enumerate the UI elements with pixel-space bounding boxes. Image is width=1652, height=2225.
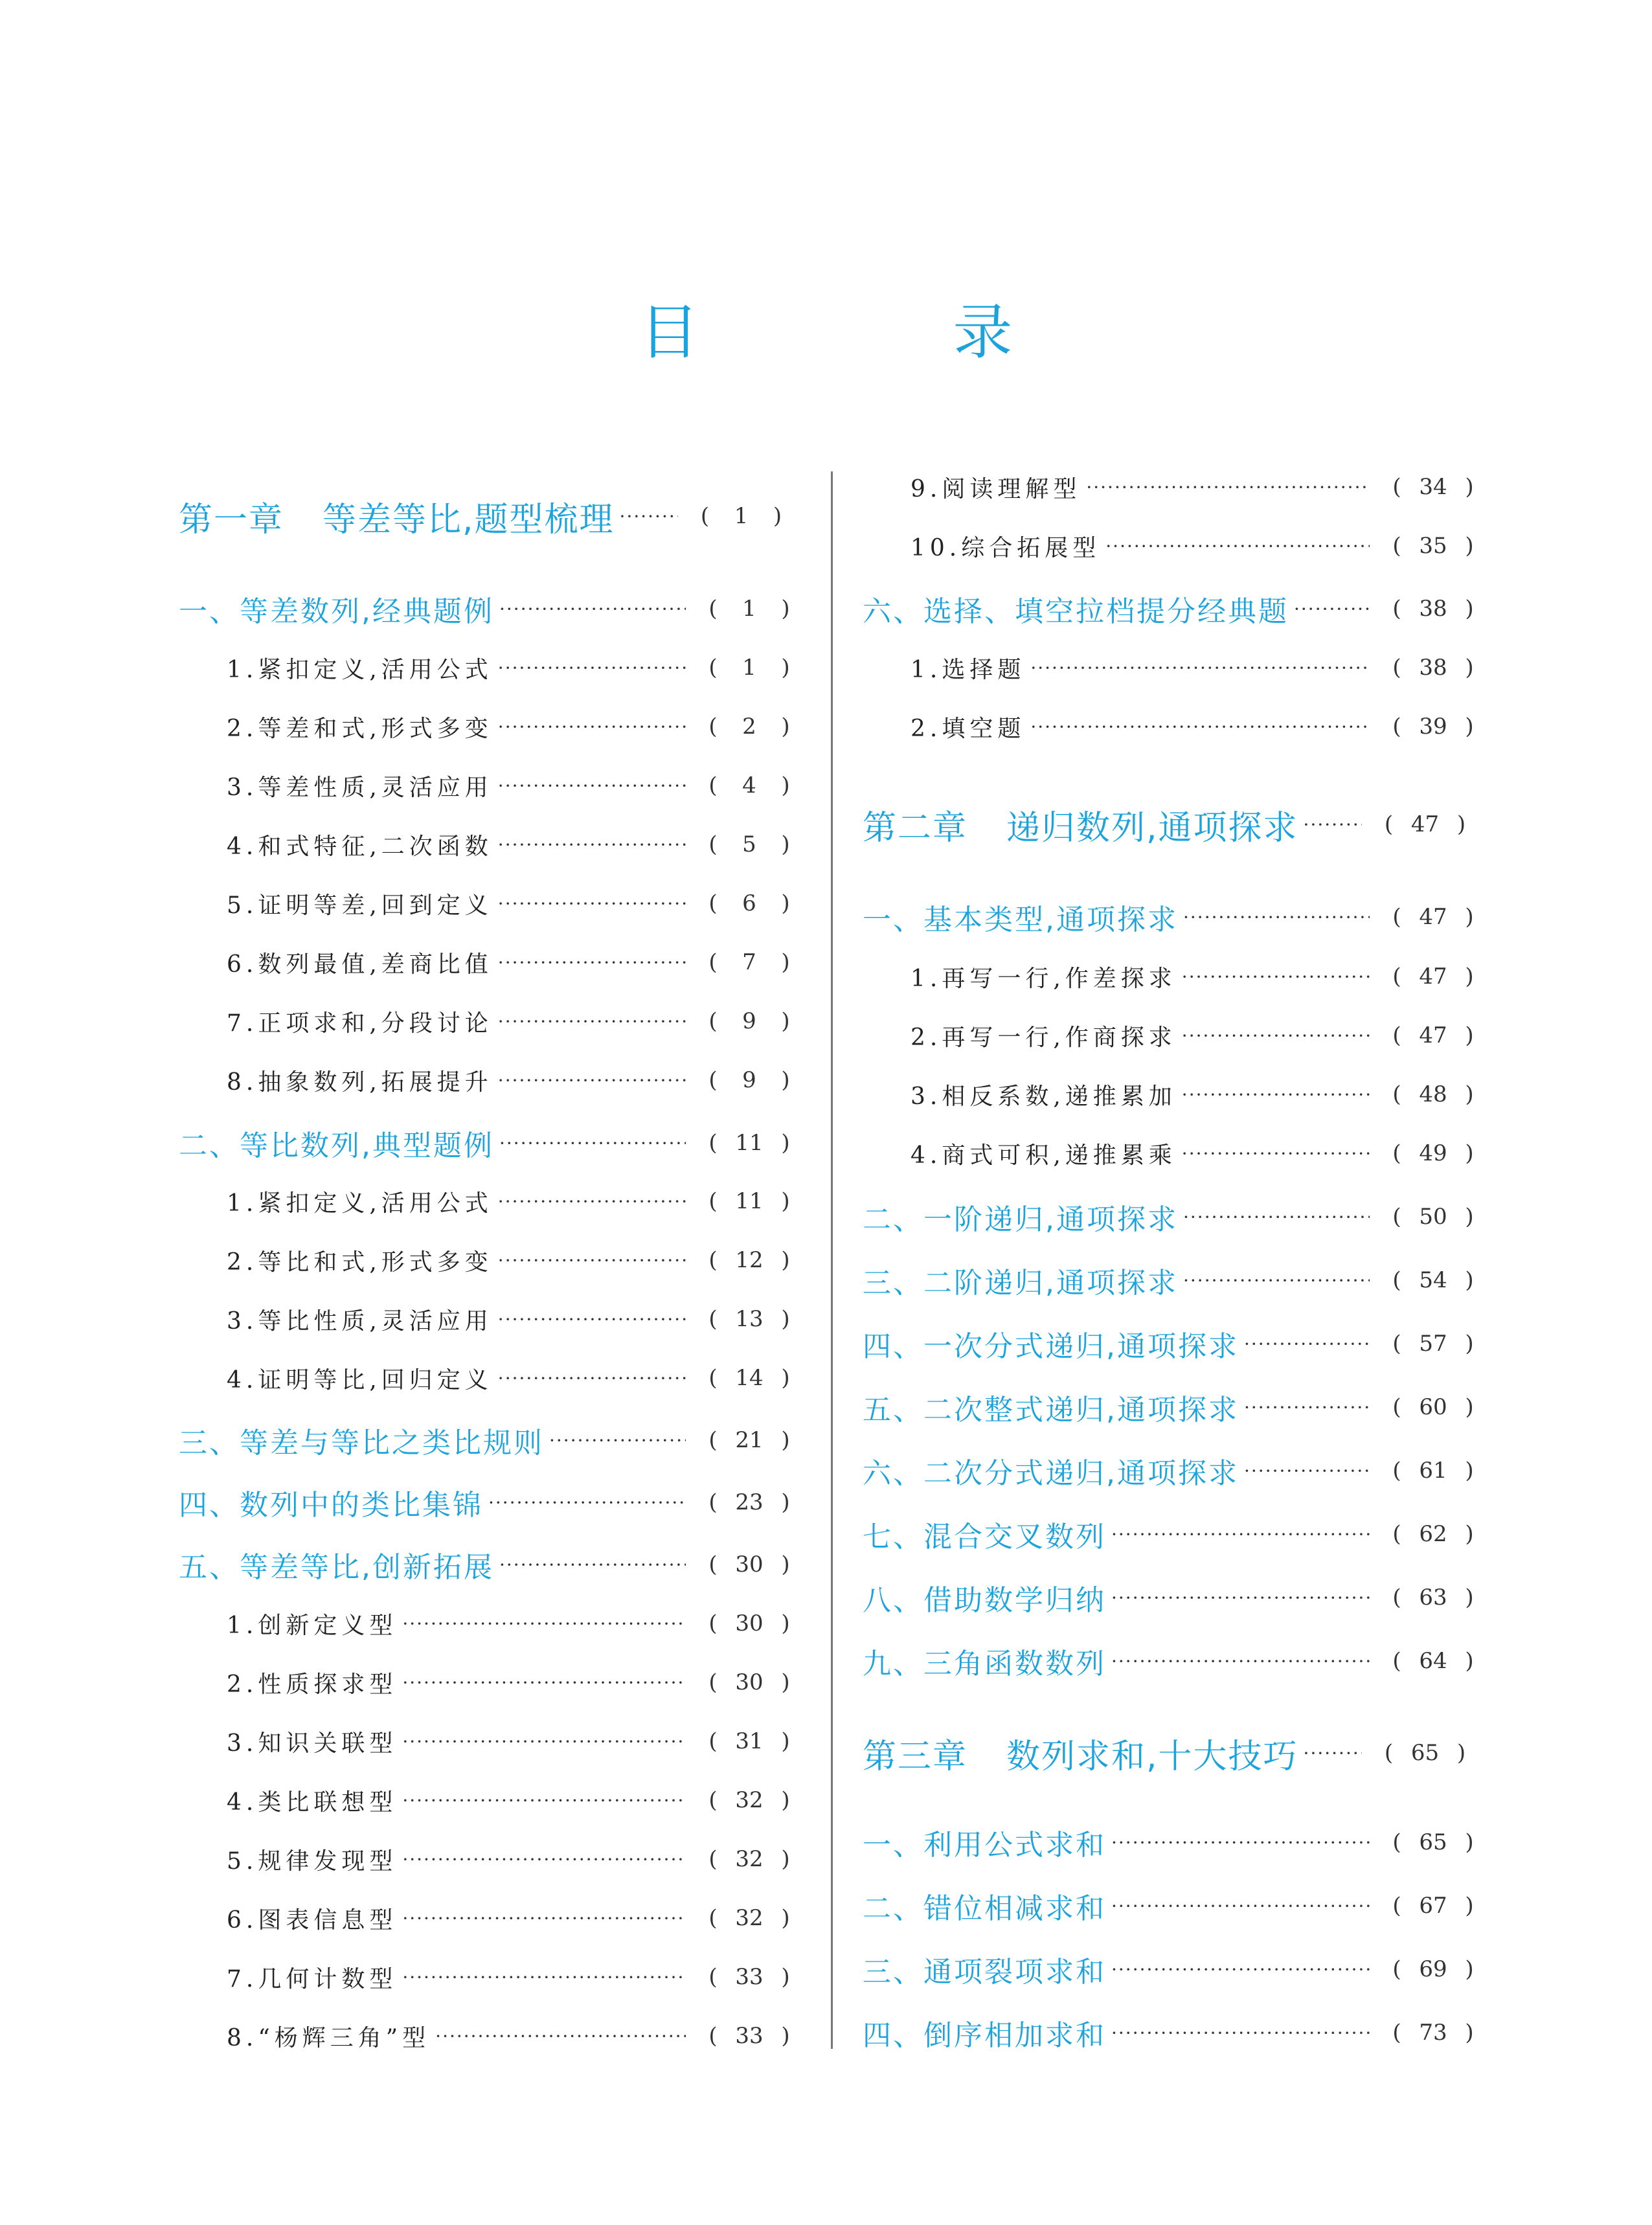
page-number: ( 38 ) xyxy=(1392,655,1474,681)
page-number-value: 47 xyxy=(1419,904,1447,930)
leader-dots xyxy=(402,1790,686,1811)
toc-sub-entry[interactable] xyxy=(863,526,1488,565)
leader-dots xyxy=(498,1070,686,1091)
page-number-value: 13 xyxy=(735,1306,764,1332)
leader-dots xyxy=(1105,536,1370,557)
page-number: ( 35 ) xyxy=(1392,533,1474,559)
toc-chapter-entry[interactable] xyxy=(179,497,804,539)
chapter-title: 数列求和,十大技巧 xyxy=(1006,1737,1298,1776)
page-number: ( 47 ) xyxy=(1392,964,1474,989)
page-number-value: 9 xyxy=(742,1067,756,1093)
toc-sub-entry[interactable] xyxy=(863,957,1488,996)
leader-dots xyxy=(499,1554,686,1576)
toc-sub-entry[interactable] xyxy=(179,884,804,923)
subsection-title: 4.和式特征,二次函数 xyxy=(227,833,493,860)
leader-dots xyxy=(1304,814,1362,835)
column-divider xyxy=(831,471,833,2049)
leader-dots xyxy=(1182,1025,1370,1046)
page-number-value: 38 xyxy=(1419,655,1447,681)
page-number-value: 31 xyxy=(735,1728,764,1754)
subsection-title: 6.数列最值,差商比值 xyxy=(227,951,493,978)
page-number: ( 69 ) xyxy=(1392,1956,1474,1982)
page-number-value: 11 xyxy=(735,1130,764,1156)
page-number: ( 5 ) xyxy=(708,831,790,857)
toc-section-entry[interactable] xyxy=(863,898,1488,936)
subsection-title: 2.再写一行,作商探求 xyxy=(911,1024,1177,1051)
page-number-value: 4 xyxy=(742,773,756,798)
page-number-value: 6 xyxy=(742,890,756,916)
chapter-number: 第二章 xyxy=(863,808,968,848)
toc-section-entry[interactable] xyxy=(863,1324,1488,1363)
leader-dots xyxy=(402,1731,686,1752)
leader-dots xyxy=(402,1849,686,1870)
subsection-title: 4.类比联想型 xyxy=(227,1789,398,1816)
section-title: 二、一阶递归,通项探求 xyxy=(863,1203,1178,1236)
toc-section-entry[interactable] xyxy=(863,1388,1488,1427)
page-number: ( 49 ) xyxy=(1392,1140,1474,1166)
leader-dots xyxy=(1183,1206,1370,1228)
page-number-value: 33 xyxy=(735,2023,764,2049)
page-number-value: 63 xyxy=(1419,1585,1447,1610)
leader-dots xyxy=(1111,1895,1370,1917)
page-number-value: 61 xyxy=(1419,1458,1447,1484)
toc-section-entry[interactable] xyxy=(863,1950,1488,1989)
leader-dots xyxy=(1111,1587,1370,1609)
page-number-value: 32 xyxy=(735,1905,764,1931)
subsection-title: 7.几何计数型 xyxy=(227,1965,398,1993)
toc-sub-entry[interactable] xyxy=(179,648,804,687)
page-number-value: 48 xyxy=(1419,1081,1447,1107)
page-number: ( 32 ) xyxy=(708,1846,790,1872)
page-number-value: 73 xyxy=(1419,2020,1447,2046)
page-number: ( 23 ) xyxy=(708,1489,790,1515)
subsection-title: 8.抽象数列,拓展提升 xyxy=(227,1068,493,1096)
page-number-value: 21 xyxy=(735,1427,764,1453)
leader-dots xyxy=(1086,477,1370,498)
leader-dots xyxy=(499,598,686,620)
toc-sub-entry[interactable] xyxy=(863,1134,1488,1173)
toc-sub-entry[interactable] xyxy=(179,1722,804,1761)
page-number: ( 6 ) xyxy=(708,890,790,916)
section-title: 二、错位相减求和 xyxy=(863,1892,1106,1925)
section-title: 五、等差等比,创新拓展 xyxy=(179,1551,494,1584)
leader-dots xyxy=(498,1368,686,1389)
section-title: 四、倒序相加求和 xyxy=(863,2019,1106,2052)
section-title: 九、三角函数数列 xyxy=(863,1647,1106,1680)
toc-sub-entry[interactable] xyxy=(863,648,1488,687)
page-number-value: 64 xyxy=(1419,1648,1447,1674)
toc-sub-entry[interactable] xyxy=(179,1604,804,1643)
leader-dots xyxy=(1182,966,1370,988)
subsection-title: 6.图表信息型 xyxy=(227,1906,398,1934)
subsection-title: 8.“杨辉三角”型 xyxy=(227,2024,431,2051)
toc-sub-entry[interactable] xyxy=(179,1300,804,1338)
toc-sub-entry[interactable] xyxy=(863,1016,1488,1055)
leader-dots xyxy=(498,716,686,738)
subsection-title: 1.紧扣定义,活用公式 xyxy=(227,656,493,683)
page-number: ( 65 ) xyxy=(1384,1740,1466,1766)
toc-section-entry[interactable] xyxy=(179,1421,804,1460)
page-number: ( 47 ) xyxy=(1392,904,1474,930)
toc-chapter-entry[interactable] xyxy=(863,1734,1488,1776)
page-number: ( 14 ) xyxy=(708,1365,790,1391)
page-number-value: 1 xyxy=(742,655,756,681)
subsection-title: 1.选择题 xyxy=(911,656,1026,683)
page-number: ( 9 ) xyxy=(708,1067,790,1093)
section-title: 二、等比数列,典型题例 xyxy=(179,1129,494,1162)
subsection-title: 2.等差和式,形式多变 xyxy=(227,715,493,742)
page-number: ( 2 ) xyxy=(708,714,790,740)
page-number-value: 1 xyxy=(734,503,749,529)
page-number-value: 32 xyxy=(735,1846,764,1872)
toc-sub-entry[interactable] xyxy=(179,1359,804,1397)
toc-sub-entry[interactable] xyxy=(179,1663,804,1702)
page-title: 目 录 xyxy=(639,298,1110,367)
leader-dots xyxy=(402,1613,686,1634)
subsection-title: 1.紧扣定义,活用公式 xyxy=(227,1190,493,1217)
leader-dots xyxy=(1111,1651,1370,1672)
page-number: ( 4 ) xyxy=(708,773,790,798)
page-number-value: 69 xyxy=(1419,1956,1447,1982)
toc-sub-entry[interactable] xyxy=(179,1002,804,1041)
leader-dots xyxy=(402,1672,686,1693)
page-number-value: 47 xyxy=(1419,964,1447,989)
subsection-title: 4.商式可积,递推累乘 xyxy=(911,1142,1177,1169)
section-title: 六、二次分式递归,通项探求 xyxy=(863,1457,1239,1490)
page-number-value: 30 xyxy=(735,1669,764,1695)
section-title: 八、借助数学归纳 xyxy=(863,1584,1106,1617)
leader-dots xyxy=(498,775,686,796)
chapter-title: 等差等比,题型梳理 xyxy=(322,500,615,539)
leader-dots xyxy=(488,1492,686,1513)
chapter-heading xyxy=(863,1729,1298,1778)
leader-dots xyxy=(1111,1832,1370,1853)
page-number-value: 2 xyxy=(742,714,756,740)
toc-sub-entry[interactable] xyxy=(179,1840,804,1879)
toc-section-entry[interactable] xyxy=(179,1124,804,1162)
toc-section-entry[interactable] xyxy=(863,1197,1488,1236)
page-number: ( 11 ) xyxy=(708,1188,790,1214)
toc-sub-entry[interactable] xyxy=(863,707,1488,746)
page-number: ( 57 ) xyxy=(1392,1331,1474,1357)
chapter-number: 第一章 xyxy=(179,500,284,539)
toc-sub-entry[interactable] xyxy=(179,707,804,746)
page-number: ( 12 ) xyxy=(708,1247,790,1273)
page-number-value: 60 xyxy=(1419,1394,1447,1420)
subsection-title: 2.填空题 xyxy=(911,715,1026,742)
toc-sub-entry[interactable] xyxy=(179,825,804,864)
toc-section-entry[interactable] xyxy=(863,1886,1488,1925)
page-number-value: 50 xyxy=(1419,1204,1447,1230)
page-number-value: 33 xyxy=(735,1964,764,1990)
page-number: ( 1 ) xyxy=(700,503,782,529)
subsection-title: 9.阅读理解型 xyxy=(911,475,1081,503)
toc-section-entry[interactable] xyxy=(863,1261,1488,1300)
chapter-heading xyxy=(863,800,1298,849)
subsection-title: 5.证明等差,回到定义 xyxy=(227,892,493,919)
toc-section-entry[interactable] xyxy=(863,1823,1488,1862)
page-number-value: 62 xyxy=(1419,1521,1447,1547)
subsection-title: 3.知识关联型 xyxy=(227,1730,398,1757)
subsection-title: 10.综合拓展型 xyxy=(911,534,1101,561)
section-title: 四、数列中的类比集锦 xyxy=(179,1489,483,1522)
page-number-value: 54 xyxy=(1419,1267,1447,1293)
page-number: ( 33 ) xyxy=(708,1964,790,1990)
leader-dots xyxy=(1111,1959,1370,1980)
toc-section-entry[interactable] xyxy=(863,1515,1488,1553)
page-number: ( 7 ) xyxy=(708,949,790,975)
subsection-title: 7.正项求和,分段讨论 xyxy=(227,1010,493,1037)
page-number-value: 47 xyxy=(1410,811,1440,837)
toc-section-entry[interactable] xyxy=(179,589,804,628)
leader-dots xyxy=(435,2026,686,2047)
leader-dots xyxy=(1183,1270,1370,1291)
chapter-number: 第三章 xyxy=(863,1737,968,1776)
leader-dots xyxy=(620,506,678,527)
page-number-value: 57 xyxy=(1419,1331,1447,1357)
page-number-value: 35 xyxy=(1419,533,1447,559)
toc-sub-entry[interactable] xyxy=(179,1958,804,1996)
leader-dots xyxy=(498,657,686,679)
toc-sub-entry[interactable] xyxy=(179,2016,804,2055)
page-number-value: 65 xyxy=(1410,1740,1440,1766)
toc-sub-entry[interactable] xyxy=(179,1899,804,1937)
page-number: ( 50 ) xyxy=(1392,1204,1474,1230)
leader-dots xyxy=(402,1908,686,1929)
page-number: ( 48 ) xyxy=(1392,1081,1474,1107)
page-number-value: 14 xyxy=(735,1365,764,1391)
leader-dots xyxy=(549,1430,686,1451)
page-number: ( 30 ) xyxy=(708,1610,790,1636)
page-number: ( 31 ) xyxy=(708,1728,790,1754)
page-number-value: 5 xyxy=(742,831,756,857)
page-number-value: 9 xyxy=(742,1008,756,1034)
leader-dots xyxy=(1182,1143,1370,1164)
page-number-value: 30 xyxy=(735,1552,764,1577)
toc-sub-entry[interactable] xyxy=(179,943,804,982)
toc-section-entry[interactable] xyxy=(863,1578,1488,1617)
leader-dots xyxy=(499,1133,686,1154)
subsection-title: 1.创新定义型 xyxy=(227,1612,398,1639)
toc-sub-entry[interactable] xyxy=(179,1061,804,1100)
page-number-value: 39 xyxy=(1419,714,1447,740)
subsection-title: 3.相反系数,递推累加 xyxy=(911,1083,1177,1110)
leader-dots xyxy=(1304,1743,1362,1764)
leader-dots xyxy=(498,834,686,855)
toc-sub-entry[interactable] xyxy=(179,1781,804,1820)
toc-sub-entry[interactable] xyxy=(863,468,1488,506)
page-number-value: 49 xyxy=(1419,1140,1447,1166)
leader-dots xyxy=(1182,1084,1370,1105)
page-number: ( 64 ) xyxy=(1392,1648,1474,1674)
page-number: ( 47 ) xyxy=(1392,1022,1474,1048)
leader-dots xyxy=(498,1309,686,1330)
page-number: ( 65 ) xyxy=(1392,1829,1474,1855)
subsection-title: 4.证明等比,回归定义 xyxy=(227,1366,493,1394)
leader-dots xyxy=(498,1011,686,1032)
leader-dots xyxy=(498,1191,686,1212)
section-title: 一、利用公式求和 xyxy=(863,1829,1106,1862)
leader-dots xyxy=(498,893,686,914)
leader-dots xyxy=(1294,598,1370,620)
page-number-value: 38 xyxy=(1419,596,1447,622)
page-number: ( 32 ) xyxy=(708,1905,790,1931)
subsection-title: 5.规律发现型 xyxy=(227,1847,398,1875)
page-number: ( 61 ) xyxy=(1392,1458,1474,1484)
leader-dots xyxy=(1244,1397,1370,1418)
page-number: ( 21 ) xyxy=(708,1427,790,1453)
toc-chapter-entry[interactable] xyxy=(863,805,1488,848)
page-number: ( 54 ) xyxy=(1392,1267,1474,1293)
subsection-title: 2.性质探求型 xyxy=(227,1671,398,1698)
page-number: ( 38 ) xyxy=(1392,596,1474,622)
page-number: ( 32 ) xyxy=(708,1787,790,1813)
toc-sub-entry[interactable] xyxy=(179,766,804,805)
section-title: 四、一次分式递归,通项探求 xyxy=(863,1330,1239,1363)
page-number-value: 12 xyxy=(735,1247,764,1273)
page-number: ( 9 ) xyxy=(708,1008,790,1034)
leader-dots xyxy=(1244,1460,1370,1482)
section-title: 六、选择、填空拉档提分经典题 xyxy=(863,595,1289,628)
section-title: 三、二阶递归,通项探求 xyxy=(863,1267,1178,1300)
page-number-value: 67 xyxy=(1419,1893,1447,1919)
page-number: ( 11 ) xyxy=(708,1130,790,1156)
section-title: 七、混合交叉数列 xyxy=(863,1520,1106,1553)
toc-section-entry[interactable] xyxy=(179,1545,804,1584)
toc-sub-entry[interactable] xyxy=(863,1075,1488,1114)
leader-dots xyxy=(1244,1333,1370,1355)
page-number: ( 30 ) xyxy=(708,1669,790,1695)
page-number-value: 23 xyxy=(735,1489,764,1515)
page-number: ( 60 ) xyxy=(1392,1394,1474,1420)
page-number: ( 30 ) xyxy=(708,1552,790,1577)
page-number: ( 34 ) xyxy=(1392,474,1474,500)
page-number-value: 34 xyxy=(1419,474,1447,500)
toc-section-entry[interactable] xyxy=(179,1483,804,1522)
leader-dots xyxy=(1111,2022,1370,2044)
page-number-value: 7 xyxy=(742,949,756,975)
leader-dots xyxy=(1030,657,1370,679)
toc-section-entry[interactable] xyxy=(863,1642,1488,1680)
page-number-value: 65 xyxy=(1419,1829,1447,1855)
page-number: ( 39 ) xyxy=(1392,714,1474,740)
page-number-value: 32 xyxy=(735,1787,764,1813)
page-number: ( 13 ) xyxy=(708,1306,790,1332)
page-number: ( 73 ) xyxy=(1392,2020,1474,2046)
leader-dots xyxy=(1111,1524,1370,1545)
leader-dots xyxy=(402,1967,686,1988)
toc-section-entry[interactable] xyxy=(863,589,1488,628)
leader-dots xyxy=(498,1250,686,1271)
subsection-title: 1.再写一行,作差探求 xyxy=(911,965,1177,992)
toc-section-entry[interactable] xyxy=(863,1451,1488,1490)
page-number-value: 30 xyxy=(735,1610,764,1636)
leader-dots xyxy=(1030,716,1370,738)
chapter-heading xyxy=(179,492,615,541)
subsection-title: 3.等比性质,灵活应用 xyxy=(227,1307,493,1335)
page-number: ( 1 ) xyxy=(708,596,790,622)
page-number-value: 47 xyxy=(1419,1022,1447,1048)
section-title: 三、等差与等比之类比规则 xyxy=(179,1427,544,1460)
toc-sub-entry[interactable] xyxy=(179,1182,804,1221)
page-number: ( 67 ) xyxy=(1392,1893,1474,1919)
leader-dots xyxy=(1183,907,1370,928)
page-number: ( 62 ) xyxy=(1392,1521,1474,1547)
page-number: ( 1 ) xyxy=(708,655,790,681)
page-number: ( 33 ) xyxy=(708,2023,790,2049)
page-number: ( 47 ) xyxy=(1384,811,1466,837)
toc-section-entry[interactable] xyxy=(863,2013,1488,2052)
subsection-title: 2.等比和式,形式多变 xyxy=(227,1248,493,1276)
section-title: 一、等差数列,经典题例 xyxy=(179,595,494,628)
page-number-value: 1 xyxy=(742,596,756,622)
leader-dots xyxy=(498,952,686,973)
toc-sub-entry[interactable] xyxy=(179,1241,804,1280)
chapter-title: 递归数列,通项探求 xyxy=(1006,808,1298,848)
section-title: 一、基本类型,通项探求 xyxy=(863,903,1178,936)
section-title: 三、通项裂项求和 xyxy=(863,1956,1106,1989)
subsection-title: 3.等差性质,灵活应用 xyxy=(227,774,493,801)
section-title: 五、二次整式递归,通项探求 xyxy=(863,1394,1239,1427)
page-number: ( 63 ) xyxy=(1392,1585,1474,1610)
page-number-value: 11 xyxy=(735,1188,764,1214)
